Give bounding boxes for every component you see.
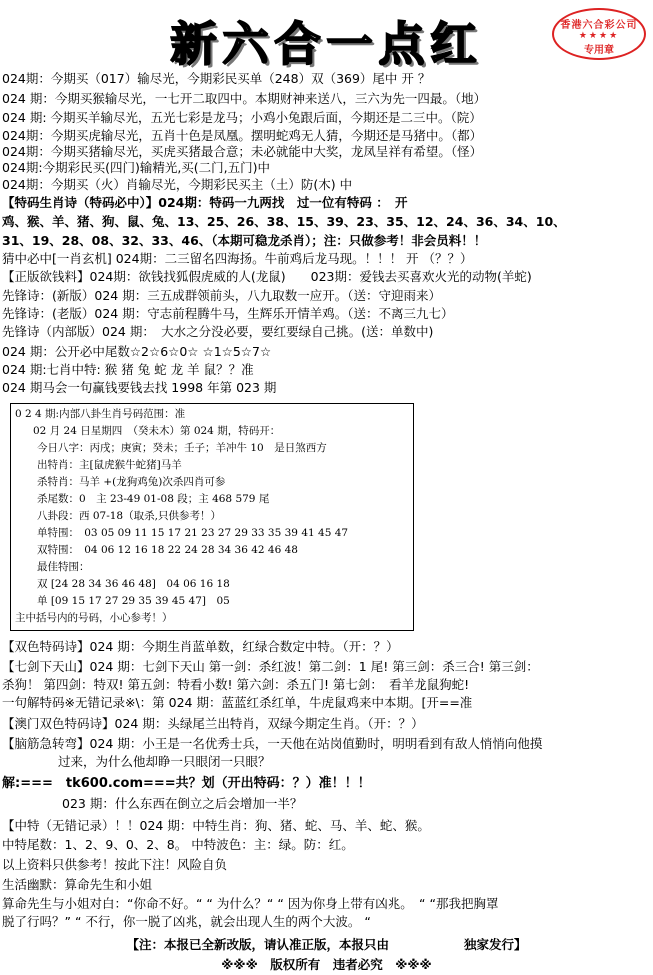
box-line: 最佳特围：	[37, 561, 90, 573]
box-line: 双 [24 28 34 36 46 48] 04 06 16 18	[37, 578, 230, 590]
company-seal	[552, 8, 646, 60]
text-line: 024 期：今期买猴输尽光，一七开二取四中。本期财神来送八，三六为先一四最。（地）	[2, 91, 487, 106]
text-line: 先锋诗：(老版）024 期：守志前程腾牛马，生辉乐开情羊鸡。（送：不离三九七）	[2, 306, 454, 321]
box-line: 主中括号内的号码，小心参考！）	[15, 612, 173, 624]
text-line: 先锋诗（内部版）024 期： 大水之分没必要，要红要绿自己挑。(送：单数中)	[2, 324, 434, 339]
footer-notice: 【注：本报已全新改版，请认准正版，本报只由 独家发行】	[126, 937, 527, 952]
text-line: 生活幽默：算命先生和小姐	[2, 877, 153, 892]
box-line: 单 [09 15 17 27 29 35 39 45 47] 05	[37, 595, 230, 607]
box-line: 02 月 24 日星期四 （癸未木）第 024 期，特码开：	[33, 425, 281, 437]
text-line: 以上资料只供参考！按此下注！风险自负	[2, 857, 228, 872]
text-line: 024期：今期买猪输尽光，买虎买猪最合意；未必就能中大奖，龙凤呈祥有希望。（怪）	[2, 144, 483, 159]
footer-copyright: ※※※ 版权所有 违者必究 ※※※	[221, 957, 432, 972]
text-line: 猜中必中[一肖玄机] 024期：二三留名四海扬。牛前鸡后龙马现。！！！ 开 （？？）	[2, 251, 473, 266]
box-line: 杀特肖：马羊 +(龙狗鸡兔)次杀四肖可参	[37, 476, 226, 488]
text-line: 024 期马会一句赢钱要钱去找 1998 年第 023 期	[2, 380, 277, 395]
seal-bottom-text: 专用章	[584, 45, 614, 56]
seal-stars: ★★★★	[578, 31, 620, 41]
box-line: 八卦段：西 07-18（取杀,只供参考！）	[37, 510, 221, 522]
text-line: 【特码生肖诗（特码必中）】024期：特码一九两找 过一位有特码 ： 开	[2, 195, 408, 210]
text-line: 024 期:七肖中特: 猴 猪 兔 蛇 龙 羊 鼠？？准	[2, 362, 254, 377]
text-line: 中特尾数：1、2、9、0、2、8。 中特波色：主：绿。防：红。	[2, 837, 354, 852]
text-line: 024 期：公开必中尾数☆2☆6☆0☆ ☆1☆5☆7☆	[2, 344, 272, 359]
box-line: 单特围： 03 05 09 11 15 17 21 23 27 29 33 35 39 41 45 47	[37, 527, 349, 539]
text-line: 脱了行吗？” “ 不行，你一脱了凶兆，就会出现人生的两个大波。 “	[2, 914, 371, 929]
text-line: 024期：今期买（017）输尽光，今期彩民买单（248）双（369）尾中 开 ？	[2, 71, 431, 86]
text-line: 023 期：什么东西在倒立之后会增加一半？	[62, 796, 303, 811]
text-line: 鸡、猴、羊、猪、狗、鼠、兔、13、25、26、38、15、39、23、35、12、24、36、34、10、	[2, 214, 566, 229]
box-line: 0 2 4 期:内部八卦生肖号码范围：准	[15, 408, 186, 420]
text-line: 先锋诗：(新版）024 期：三五成群领前头，八九取数一应开。（送：守迎雨来）	[2, 288, 441, 303]
box-line: 双特围： 04 06 12 16 18 22 24 28 34 36 42 46 48	[37, 544, 298, 556]
text-line: 024 期: 今期买羊输尽光，五光七彩是龙马；小鸡小兔跟后面，今期还是二三中。（院）	[2, 110, 482, 125]
text-line: 【七剑下天山】024 期：七剑下天山 第一剑：杀红波！第二剑：1 尾! 第三剑：杀三合! 第三剑：	[2, 659, 539, 674]
box-line: 杀尾数：0 主 23-49 01-08 段；主 468 579 尾	[37, 493, 270, 505]
text-line: 31、19、28、08、32、33、46、（本期可稳龙杀肖）；注：只做参考！非会员料！！	[2, 233, 487, 248]
text-line: 【中特（无错记录）！！024 期：中特生肖：狗、猪、蛇、马、羊、蛇、猴。	[2, 818, 430, 833]
text-line: 一句解特码※无错记录※\：第 024 期：蓝蓝红杀红单，牛虎鼠鸡来中本期。[开==准	[2, 695, 473, 710]
text-line: 024期：今期买虎输尽光，五肖十色是凤凰。摆明蛇鸡无人猜，今期还是马猪中。（都）	[2, 128, 483, 143]
text-line: 【双色特码诗】024 期：今期生肖蓝单数，红绿合数定中特。（开：？）	[2, 639, 399, 654]
text-line: 杀狗！ 第四剑：特双! 第五剑：特看小数! 第六剑：杀五门! 第七剑： 看羊龙鼠狗蛇!	[2, 677, 470, 692]
page-title: 新六合一点红	[170, 17, 483, 71]
bagua-info-box	[10, 403, 414, 631]
box-line: 出特肖：主[鼠虎猴牛蛇猪]马羊	[37, 459, 182, 471]
text-line: 024期:今期彩民买(四门)输精光,买(二门,五门)中	[2, 160, 271, 175]
text-line: 解:=== tk600.com===共？划（开出特码：？）准！！！	[2, 776, 371, 791]
text-line: 【正版欲钱料】024期：欲钱找狐假虎威的人(龙鼠) 023期：爱钱去买喜欢火光的动物(羊蛇)	[2, 269, 532, 284]
text-line: 算命先生与小姐对白：“你命不好。“ “ 为什么？“ “ 因为你身上带有凶兆。 “ “那我把胸罩	[2, 896, 499, 911]
box-line: 今日八字：丙戌；庚寅；癸未；壬子；羊冲牛 10 是日煞西方	[37, 442, 327, 454]
text-line: 过来，为什么他却睁一只眼闭一只眼？	[58, 754, 271, 769]
text-line: 024期：今期买（火）肖输尽光，今期彩民买主（土）防(木) 中	[2, 177, 353, 192]
text-line: 【澳门双色特码诗】024 期：头绿尾兰出特肖，双绿今期定生肖。（开：？）	[2, 716, 424, 731]
seal-top-text: 香港六合彩公司	[560, 20, 638, 31]
text-line: 【脑筋急转弯】024 期：小王是一名优秀士兵，一天他在站岗值勤时，明明看到有敌人悄悄向他摸	[2, 736, 543, 751]
